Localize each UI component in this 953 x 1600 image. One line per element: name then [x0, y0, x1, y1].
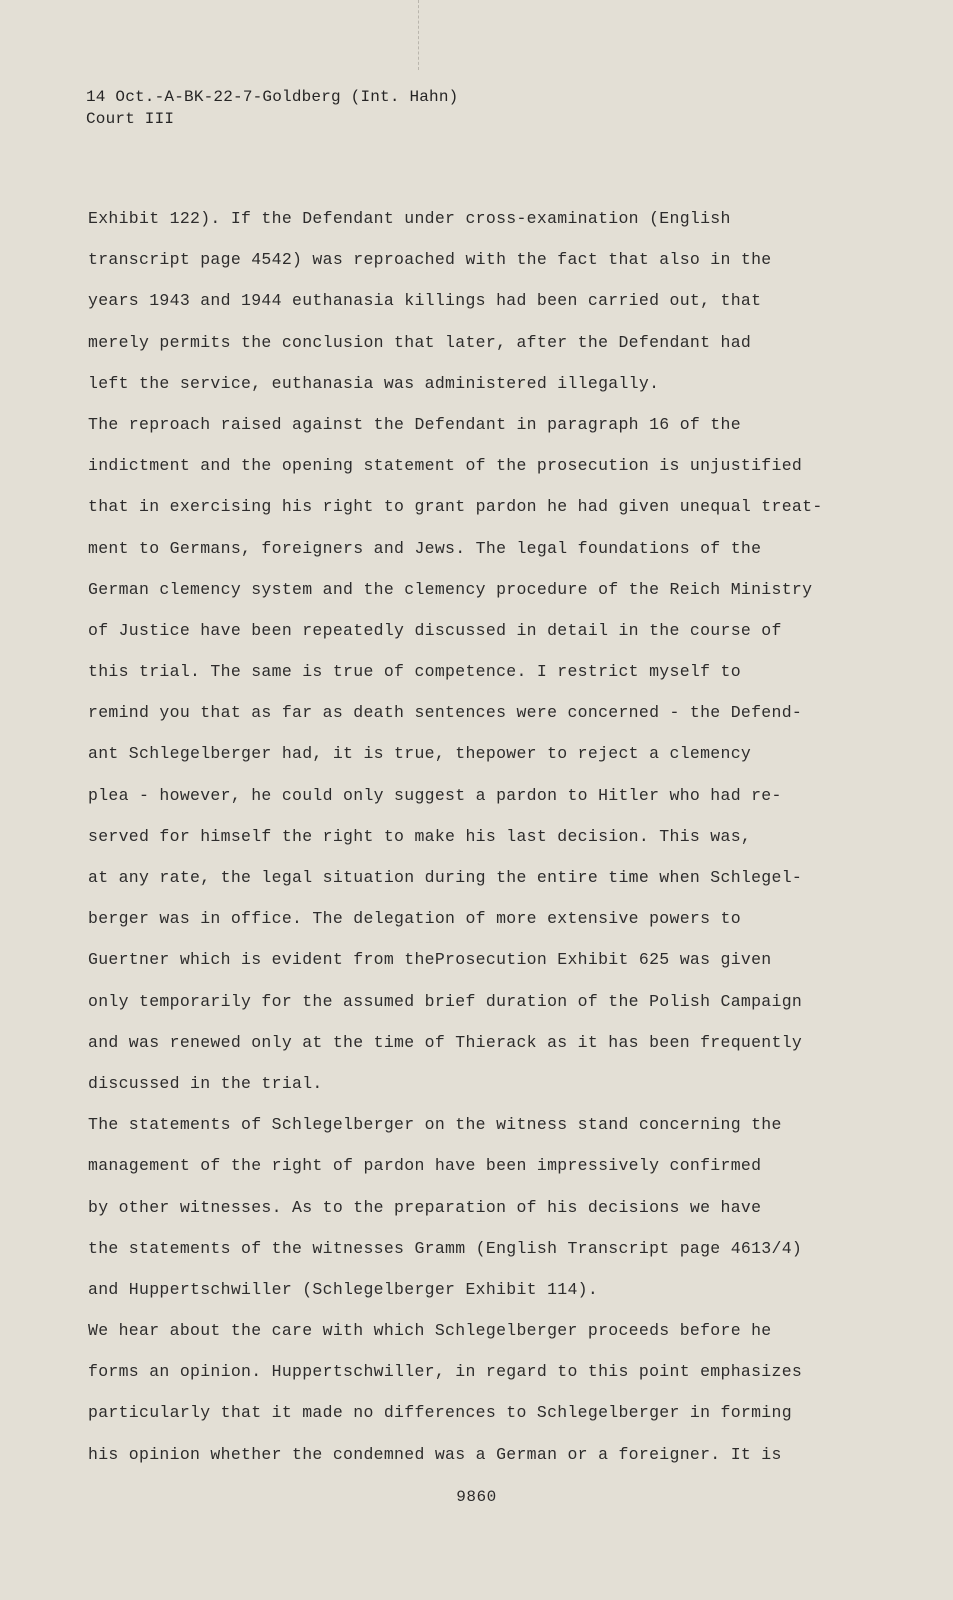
- text-line: The statements of Schlegelberger on the witness stand concerning the: [88, 1115, 782, 1135]
- document-header: [86, 86, 458, 130]
- text-line: ment to Germans, foreigners and Jews. The legal foundations of the: [88, 538, 762, 558]
- text-line: management of the right of pardon have been impressively confirmed: [88, 1156, 762, 1176]
- text-line: left the service, euthanasia was administered illegally.: [88, 373, 660, 393]
- text-line: served for himself the right to make his last decision. This was,: [88, 826, 752, 846]
- text-line: plea - however, he could only suggest a pardon to Hitler who had re-: [88, 785, 782, 805]
- text-line: transcript page 4542) was reproached with the fact that also in the: [88, 250, 772, 270]
- text-line: ant Schlegelberger had, it is true, thepower to reject a clemency: [88, 744, 752, 764]
- text-line: and was renewed only at the time of Thierack as it has been frequently: [88, 1032, 803, 1052]
- text-line: Guertner which is evident from theProsecution Exhibit 625 was given: [88, 950, 772, 970]
- text-line: The reproach raised against the Defendant in paragraph 16 of the: [88, 414, 741, 434]
- text-line: years 1943 and 1944 euthanasia killings had been carried out, that: [88, 291, 762, 311]
- text-line: and Huppertschwiller (Schlegelberger Exhibit 114).: [88, 1279, 599, 1299]
- text-line: that in exercising his right to grant pardon he had given unequal treat-: [88, 497, 823, 517]
- header-reference: 14 Oct.-A-BK-22-7-Goldberg (Int. Hahn): [86, 88, 459, 106]
- text-line: the statements of the witnesses Gramm (English Transcript page 4613/4): [88, 1238, 803, 1258]
- text-line: merely permits the conclusion that later, after the Defendant had: [88, 332, 752, 352]
- text-line: by other witnesses. As to the preparation of his decisions we have: [88, 1197, 762, 1217]
- text-line: only temporarily for the assumed brief duration of the Polish Campaign: [88, 991, 803, 1011]
- header-court: Court III: [86, 110, 175, 128]
- body-text: [88, 198, 828, 1475]
- text-line: discussed in the trial.: [88, 1073, 323, 1093]
- page-number: 9860: [456, 1488, 497, 1506]
- fold-mark: [418, 0, 420, 70]
- text-line: remind you that as far as death sentences were concerned - the Defend-: [88, 703, 803, 723]
- text-line: his opinion whether the condemned was a German or a foreigner. It is: [88, 1444, 782, 1464]
- text-line: Exhibit 122). If the Defendant under cross-examination (English: [88, 209, 731, 228]
- text-line: We hear about the care with which Schlegelberger proceeds before he: [88, 1321, 772, 1341]
- text-line: forms an opinion. Huppertschwiller, in regard to this point emphasizes: [88, 1362, 803, 1382]
- text-line: this trial. The same is true of competence. I restrict myself to: [88, 662, 741, 682]
- text-line: indictment and the opening statement of the prosecution is unjustified: [88, 456, 803, 476]
- text-line: at any rate, the legal situation during the entire time when Schlegel-: [88, 868, 803, 887]
- text-line: particularly that it made no differences to Schlegelberger in forming: [88, 1403, 792, 1423]
- text-line: berger was in office. The delegation of more extensive powers to: [88, 909, 741, 929]
- text-line: of Justice have been repeatedly discussed in detail in the course of: [88, 620, 782, 640]
- text-line: German clemency system and the clemency procedure of the Reich Ministry: [88, 579, 813, 599]
